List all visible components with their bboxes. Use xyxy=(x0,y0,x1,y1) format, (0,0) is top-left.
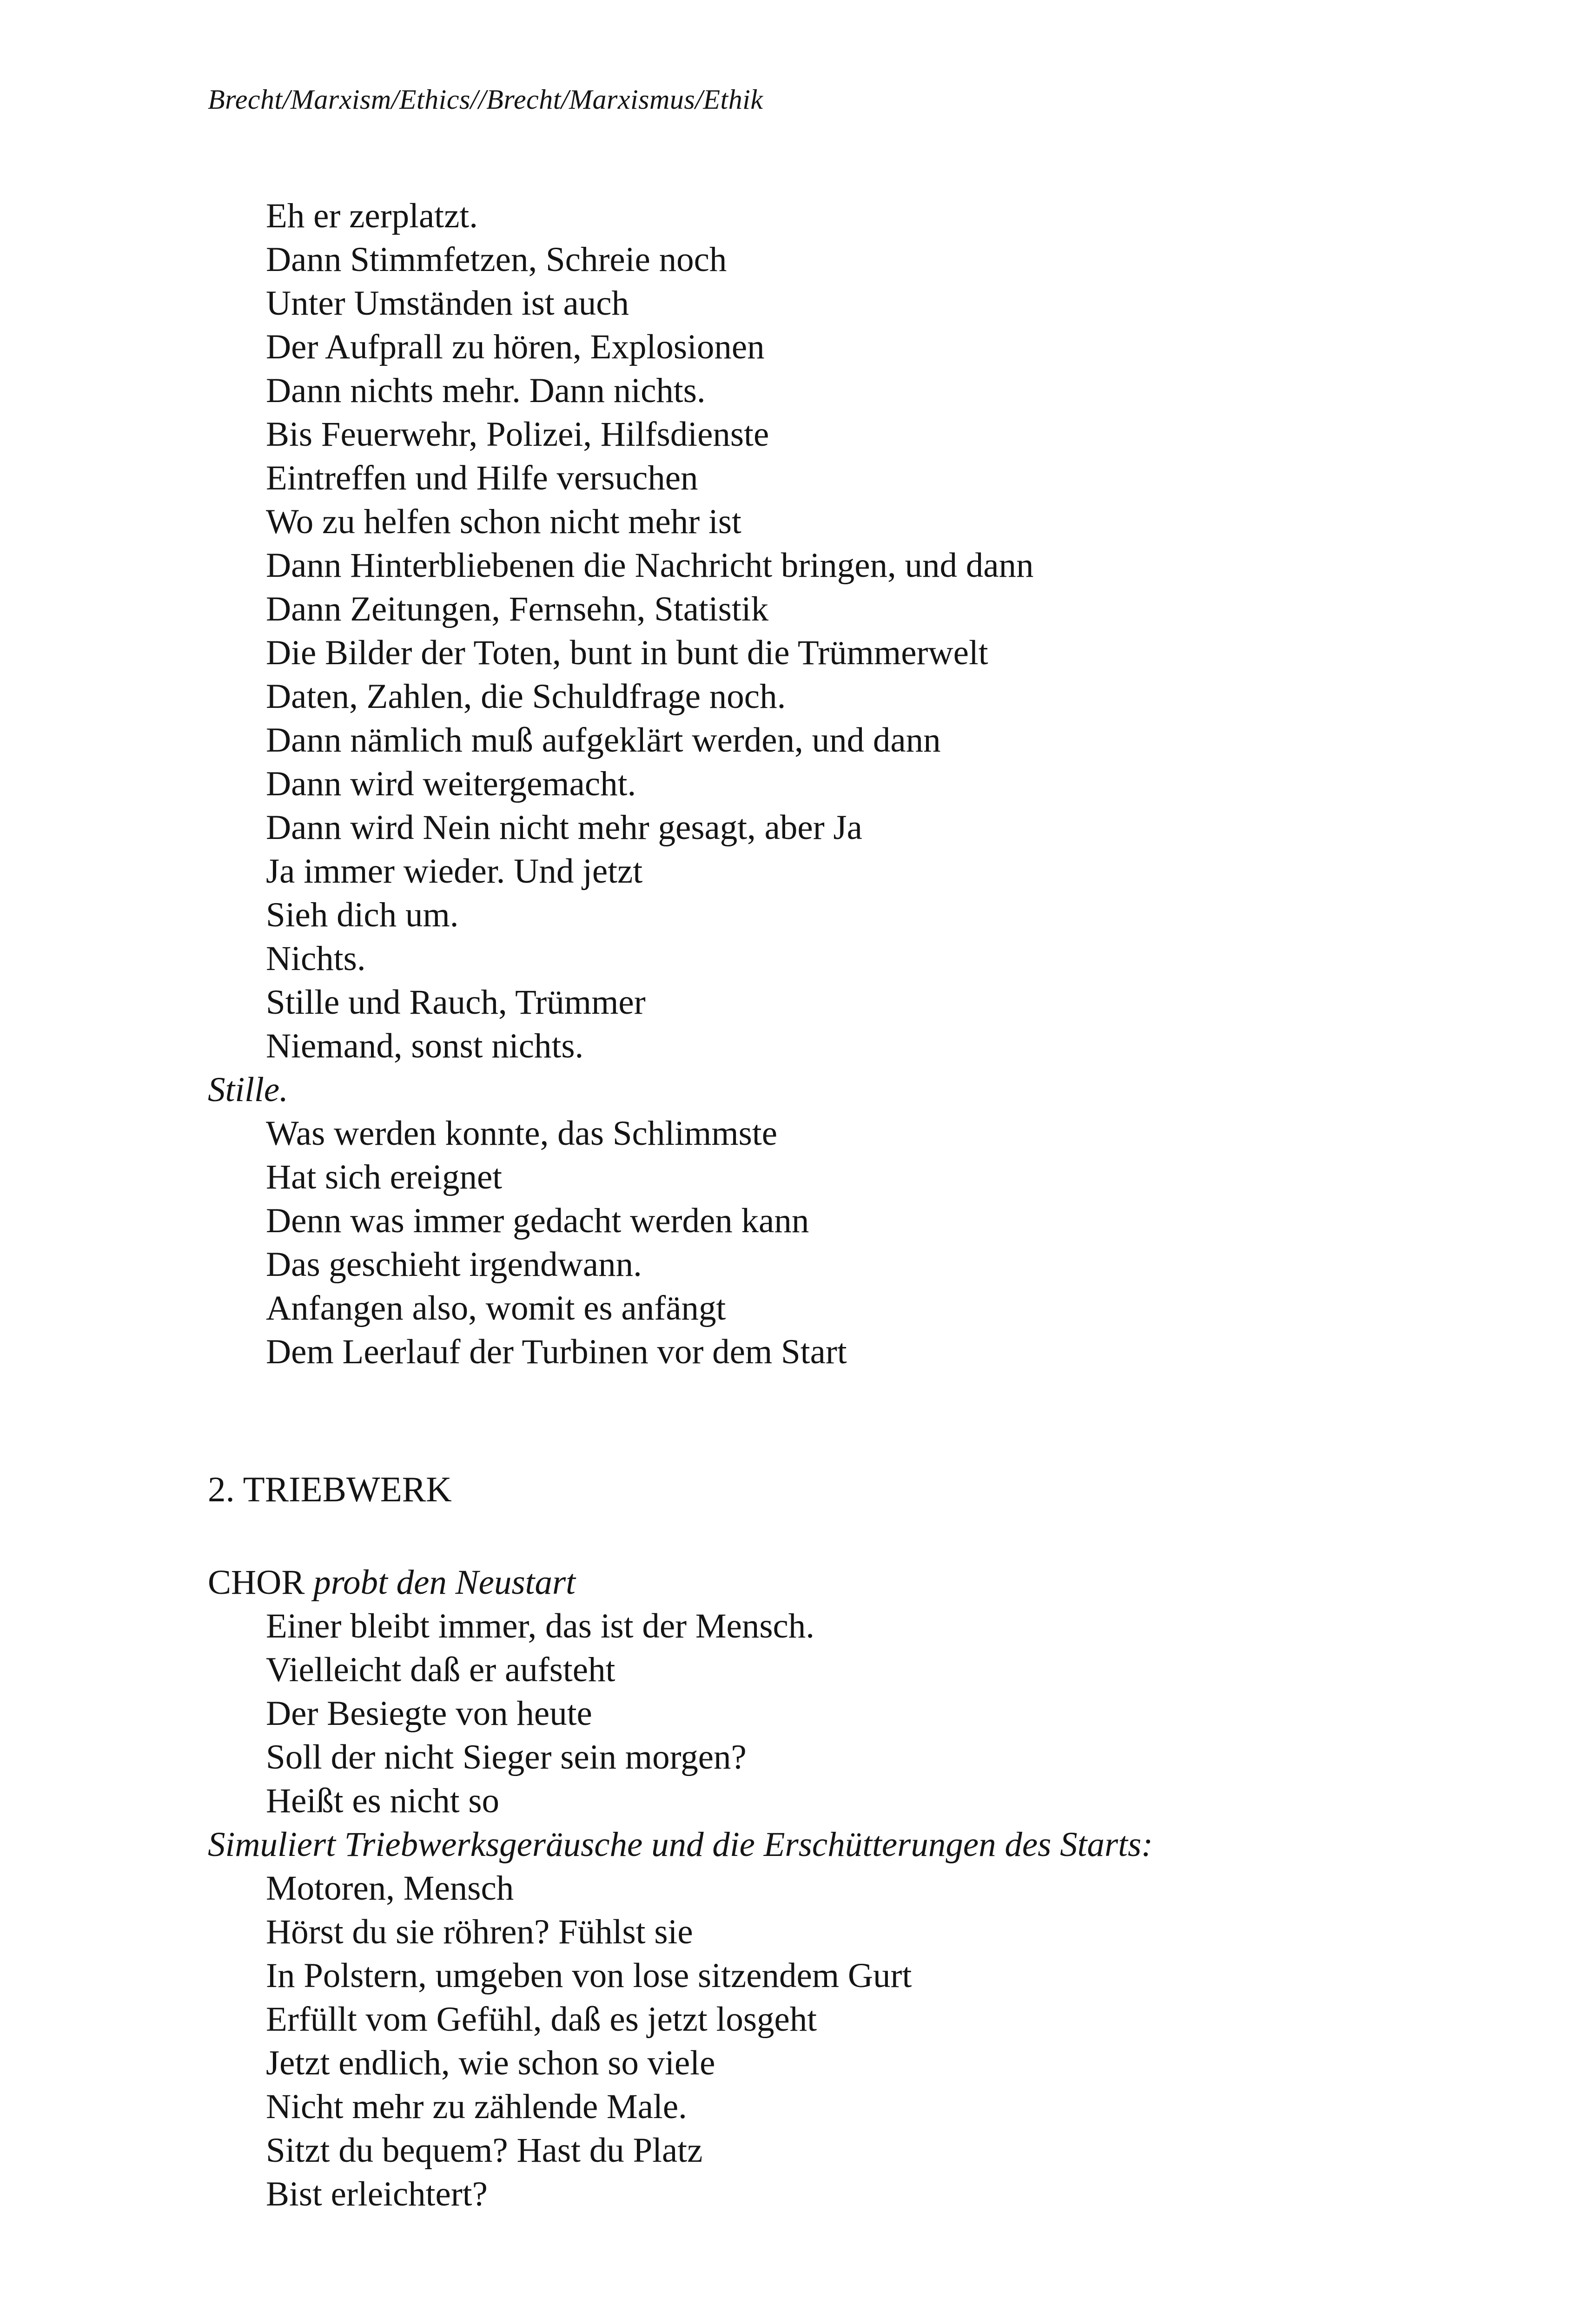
verse-line: Dann wird weitergemacht. xyxy=(266,765,636,803)
verse-line: Dann Hinterbliebenen die Nachricht bringen, und dann xyxy=(266,546,1034,585)
verse-line: Stille und Rauch, Trümmer xyxy=(266,983,646,1022)
verse-line: Daten, Zahlen, die Schuldfrage noch. xyxy=(266,677,786,716)
verse-line: Nichts. xyxy=(266,939,366,978)
speaker-line xyxy=(208,1561,1153,1604)
verse-line: Dann Zeitungen, Fernsehn, Statistik xyxy=(266,590,769,628)
verse-line: Anfangen also, womit es anfängt xyxy=(266,1289,726,1327)
verse-line: Dann wird Nein nicht mehr gesagt, aber Ja xyxy=(266,808,862,847)
stage-direction: Simuliert Triebwerksgeräusche und die Erschütterungen des Starts: xyxy=(208,1825,1153,1864)
speaker-direction: probt den Neustart xyxy=(313,1563,576,1602)
verse-line: Heißt es nicht so xyxy=(266,1782,500,1820)
verse-line: Einer bleibt immer, das ist der Mensch. xyxy=(266,1607,815,1645)
verse-line: Motoren, Mensch xyxy=(266,1869,514,1908)
verse-line: Eh er zerplatzt. xyxy=(266,197,478,235)
verse-line: Erfüllt vom Gefühl, daß es jetzt losgeht xyxy=(266,2000,817,2039)
verse-block-2 xyxy=(208,1561,1153,2216)
verse-line: Bist erleichtert? xyxy=(266,2175,488,2213)
stage-direction: Stille. xyxy=(208,1070,288,1109)
verse-line: Niemand, sonst nichts. xyxy=(266,1027,584,1065)
verse-line: Was werden konnte, das Schlimmste xyxy=(266,1114,777,1153)
verse-line: Dem Leerlauf der Turbinen vor dem Start xyxy=(266,1333,847,1371)
verse-line: Unter Umständen ist auch xyxy=(266,284,629,323)
verse-line: Der Aufprall zu hören, Explosionen xyxy=(266,328,765,366)
section-heading: 2. TRIEBWERK xyxy=(208,1469,452,1509)
verse-line: Hörst du sie röhren? Fühlst sie xyxy=(266,1913,693,1951)
verse-line: Dann nichts mehr. Dann nichts. xyxy=(266,371,706,410)
verse-line: Bis Feuerwehr, Polizei, Hilfsdienste xyxy=(266,415,769,454)
verse-line: Jetzt endlich, wie schon so viele xyxy=(266,2044,715,2082)
verse-line: Soll der nicht Sieger sein morgen? xyxy=(266,1738,747,1776)
verse-line: Sitzt du bequem? Hast du Platz xyxy=(266,2131,703,2170)
verse-line: Hat sich ereignet xyxy=(266,1158,503,1196)
running-head: Brecht/Marxism/Ethics//Brecht/Marxismus/Ethik xyxy=(208,84,763,115)
verse-line: Das geschieht irgendwann. xyxy=(266,1245,642,1284)
verse-line: Eintreffen und Hilfe versuchen xyxy=(266,459,698,497)
verse-line: In Polstern, umgeben von lose sitzendem Gurt xyxy=(266,1956,912,1995)
verse-line: Nicht mehr zu zählende Male. xyxy=(266,2087,687,2126)
verse-line: Dann nämlich muß aufgeklärt werden, und dann xyxy=(266,721,941,759)
verse-line: Vielleicht daß er aufsteht xyxy=(266,1651,615,1689)
verse-line: Die Bilder der Toten, bunt in bunt die Trümmerwelt xyxy=(266,634,988,672)
verse-line: Dann Stimmfetzen, Schreie noch xyxy=(266,240,727,279)
verse-line: Denn was immer gedacht werden kann xyxy=(266,1202,809,1240)
verse-line: Ja immer wieder. Und jetzt xyxy=(266,852,643,891)
verse-line: Sieh dich um. xyxy=(266,896,459,934)
speaker-name: CHOR xyxy=(208,1563,305,1602)
verse-block-1 xyxy=(208,194,1034,1374)
verse-line: Wo zu helfen schon nicht mehr ist xyxy=(266,502,741,541)
verse-line: Der Besiegte von heute xyxy=(266,1694,592,1733)
